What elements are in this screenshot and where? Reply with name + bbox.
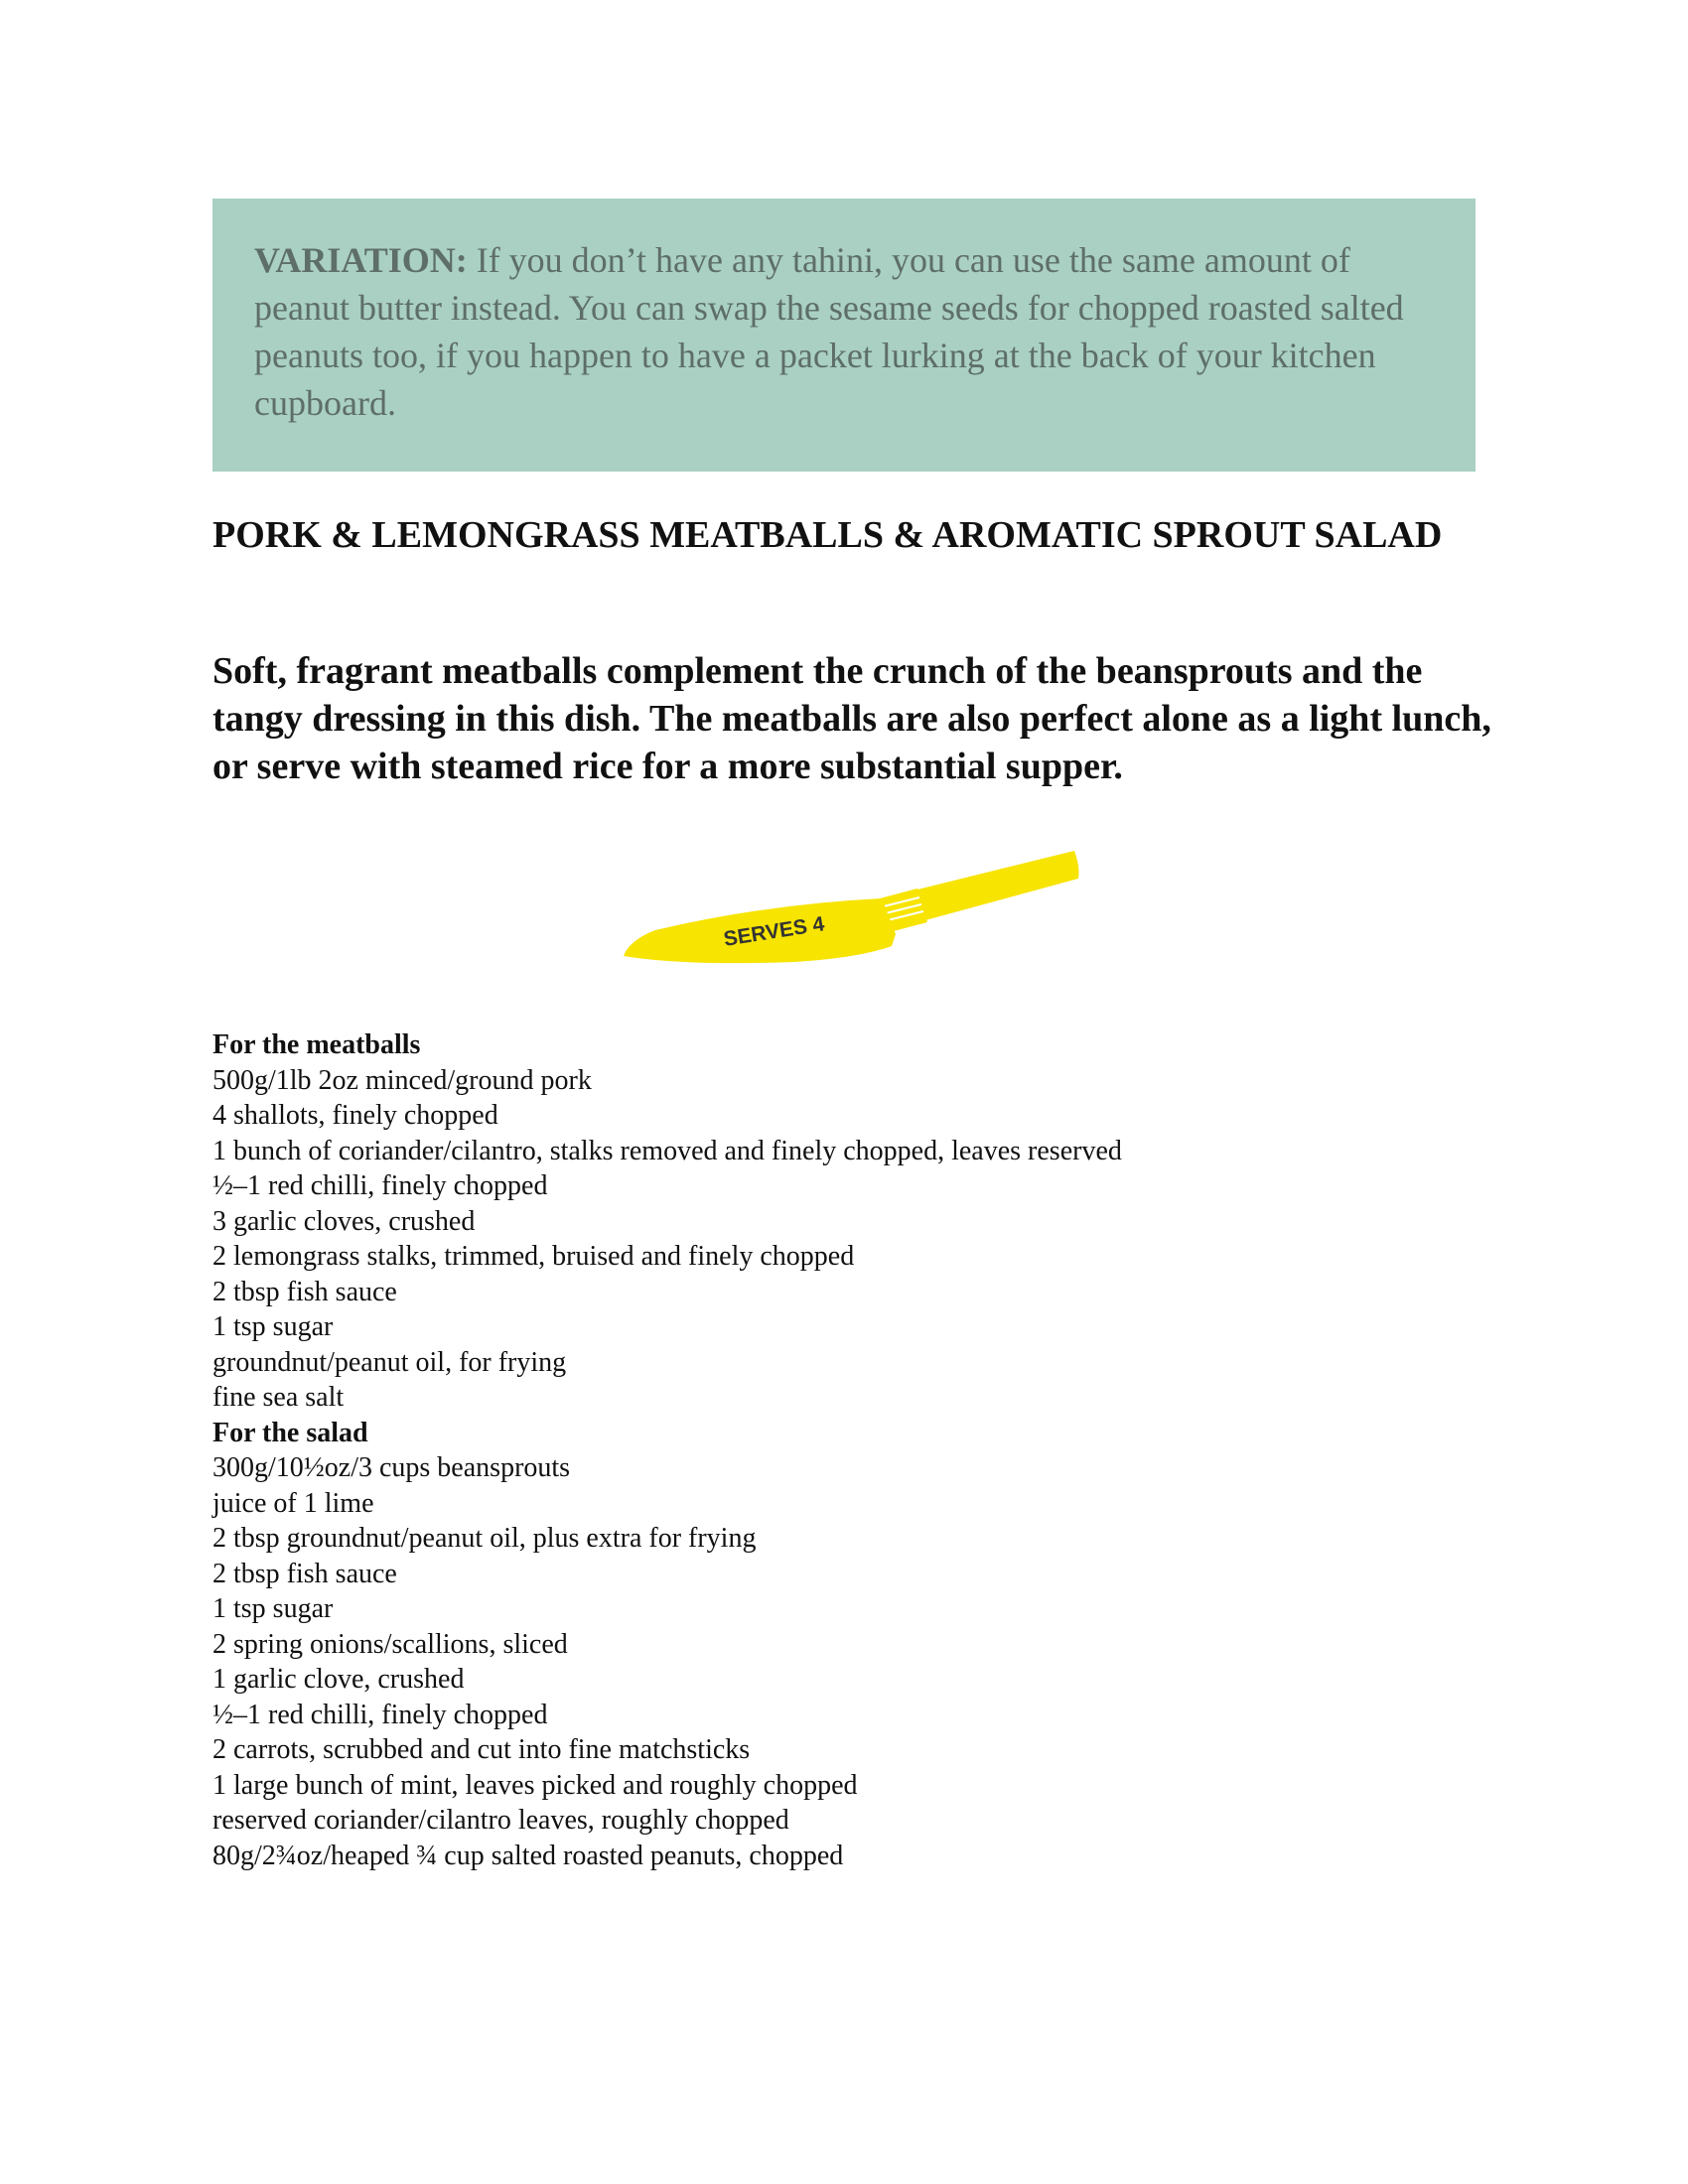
ingredient-item: 2 tbsp fish sauce (212, 1276, 397, 1307)
knife-serves-icon (616, 839, 1082, 978)
ingredient-item: groundnut/peanut oil, for frying (212, 1346, 567, 1378)
recipe-title: PORK & LEMONGRASS MEATBALLS & AROMATIC SPROUT SALAD (212, 514, 1443, 556)
ingredient-item: 1 large bunch of mint, leaves picked and roughly chopped (212, 1769, 858, 1801)
ingredient-item: ½–1 red chilli, finely chopped (212, 1170, 548, 1201)
ingredient-item: ½–1 red chilli, finely chopped (212, 1699, 548, 1730)
ingredient-item: juice of 1 lime (212, 1487, 374, 1519)
ingredient-item: 1 bunch of coriander/cilantro, stalks removed and finely chopped, leaves reserved (212, 1135, 1122, 1166)
ingredient-item: reserved coriander/cilantro leaves, roughly chopped (212, 1805, 789, 1836)
ingredient-item: 2 tbsp groundnut/peanut oil, plus extra for frying (212, 1523, 757, 1554)
salad-heading: For the salad (212, 1417, 368, 1448)
meatballs-heading: For the meatballs (212, 1029, 421, 1060)
ingredient-item: 3 garlic cloves, crushed (212, 1205, 476, 1237)
ingredient-item: 500g/1lb 2oz minced/ground pork (212, 1064, 592, 1096)
ingredient-item: 1 garlic clove, crushed (212, 1664, 465, 1695)
ingredients-list (212, 1027, 1503, 1873)
serves-label: SERVES 4 (722, 912, 826, 951)
ingredient-item: 2 spring onions/scallions, sliced (212, 1628, 568, 1660)
ingredient-item: fine sea salt (212, 1382, 345, 1413)
variation-box (212, 199, 1476, 472)
ingredient-item: 1 tsp sugar (212, 1311, 334, 1342)
ingredient-item: 80g/2¾oz/heaped ¾ cup salted roasted peanuts, chopped (212, 1840, 844, 1871)
ingredient-item: 2 lemongrass stalks, trimmed, bruised and finely chopped (212, 1241, 855, 1272)
ingredient-item: 300g/10½oz/3 cups beansprouts (212, 1452, 571, 1483)
ingredient-item: 1 tsp sugar (212, 1593, 334, 1624)
knife-handle (914, 851, 1079, 920)
variation-text: If you don’t have any tahini, you can use the same amount of peanut butter instead. You can swap the sesame seeds for chopped roasted salted peanuts too, if you happen to have a packet lurking at the back of your kitchen cupboard. (254, 240, 1404, 423)
variation-label: VARIATION: (254, 240, 468, 280)
ingredient-item: 2 carrots, scrubbed and cut into fine matchsticks (212, 1734, 751, 1765)
ingredient-item: 4 shallots, finely chopped (212, 1100, 498, 1131)
recipe-intro: Soft, fragrant meatballs complement the crunch of the beansprouts and the tangy dressing in this dish. The meatballs are also perfect alone as a light lunch, or serve with steamed rice for a more substantial supper. (212, 650, 1491, 787)
ingredient-item: 2 tbsp fish sauce (212, 1558, 397, 1589)
